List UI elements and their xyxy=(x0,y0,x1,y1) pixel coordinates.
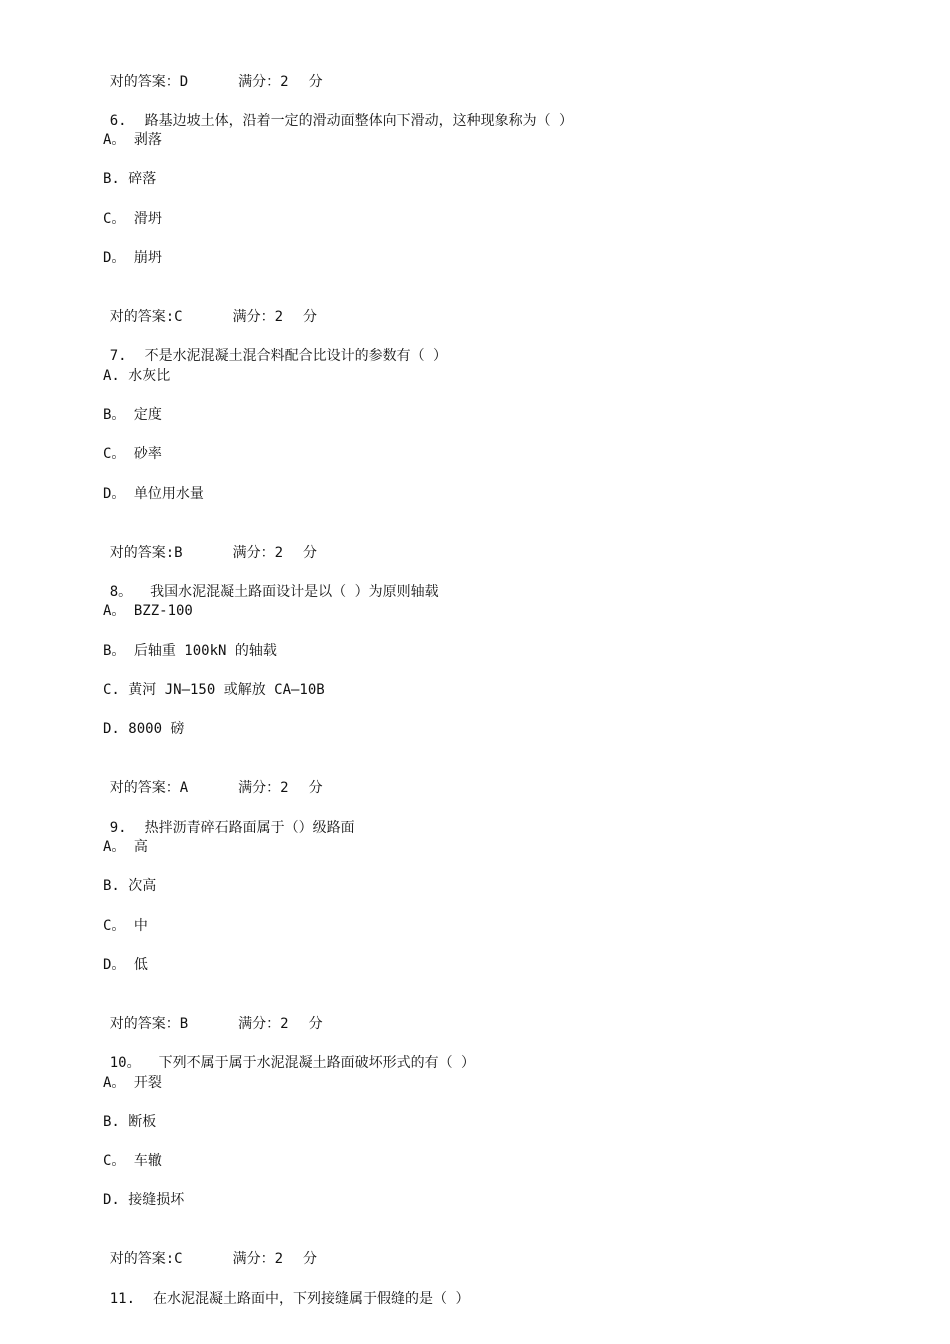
answer-text: 对的答案:B xyxy=(109,545,183,561)
score-label: 满分：2 xyxy=(238,780,289,796)
question-text: 热拌沥青碎石路面属于（）级路面 xyxy=(144,820,355,836)
question-number: 7. xyxy=(109,348,127,364)
question-number: 11. xyxy=(109,1291,136,1307)
question-text: 路基边坡土体，沿着一定的滑动面整体向下滑动，这种现象称为（ ） xyxy=(144,113,574,129)
option-line: D。 崩坍 xyxy=(103,250,162,266)
answer-text: 对的答案：D xyxy=(109,74,189,90)
option-line: A。 高 xyxy=(103,839,148,855)
option-line: C. 黄河 JN—150 或解放 CA—10B xyxy=(103,682,325,698)
option-line: C。 中 xyxy=(103,918,148,934)
option-line: A. 水灰比 xyxy=(103,368,171,384)
option-line: C。 砂率 xyxy=(103,446,162,462)
option-line: B. 次高 xyxy=(103,878,157,894)
option-line: D. 8000 磅 xyxy=(103,721,185,737)
question-number: 6. xyxy=(109,113,127,129)
answer-text: 对的答案:C xyxy=(109,309,183,325)
answer-text: 对的答案:C xyxy=(109,1251,183,1267)
question-text: 在水泥混凝土路面中，下列接缝属于假缝的是（ ） xyxy=(153,1291,470,1307)
option-line: C。 车辙 xyxy=(103,1153,162,1169)
question-text: 不是水泥混凝土混合料配合比设计的参数有（ ） xyxy=(144,348,448,364)
score-unit: 分 xyxy=(308,1016,323,1032)
question-number: 10。 xyxy=(109,1055,141,1071)
option-line: D. 接缝损坏 xyxy=(103,1192,185,1208)
option-line: A。 剥落 xyxy=(103,132,162,148)
question-text: 我国水泥混凝土路面设计是以（ ）为原则轴载 xyxy=(150,584,439,600)
option-line: A。 开裂 xyxy=(103,1075,162,1091)
option-line: B。 后轴重 100kN 的轴载 xyxy=(103,643,277,659)
option-line: C。 滑坍 xyxy=(103,211,162,227)
score-unit: 分 xyxy=(308,74,323,90)
score-label: 满分：2 xyxy=(232,309,284,325)
option-line: B。 定度 xyxy=(103,407,162,423)
question-number: 8。 xyxy=(109,584,133,600)
option-line: B. 断板 xyxy=(103,1114,157,1130)
option-line: D。 单位用水量 xyxy=(103,486,204,502)
score-label: 满分：2 xyxy=(238,1016,289,1032)
score-unit: 分 xyxy=(303,309,318,325)
score-unit: 分 xyxy=(308,780,323,796)
question-number: 9. xyxy=(109,820,127,836)
question-line xyxy=(76,1269,469,1329)
score-label: 满分：2 xyxy=(232,545,284,561)
option-line: D。 低 xyxy=(103,957,148,973)
option-line: A。 BZZ-100 xyxy=(103,603,193,619)
answer-text: 对的答案：B xyxy=(109,1016,189,1032)
question-text: 下列不属于属于水泥混凝土路面破坏形式的有（ ） xyxy=(158,1055,476,1071)
score-unit: 分 xyxy=(303,1251,318,1267)
score-label: 满分：2 xyxy=(238,74,289,90)
option-line: B. 碎落 xyxy=(103,171,157,187)
score-unit: 分 xyxy=(303,545,318,561)
score-label: 满分：2 xyxy=(232,1251,284,1267)
answer-text: 对的答案：A xyxy=(109,780,189,796)
